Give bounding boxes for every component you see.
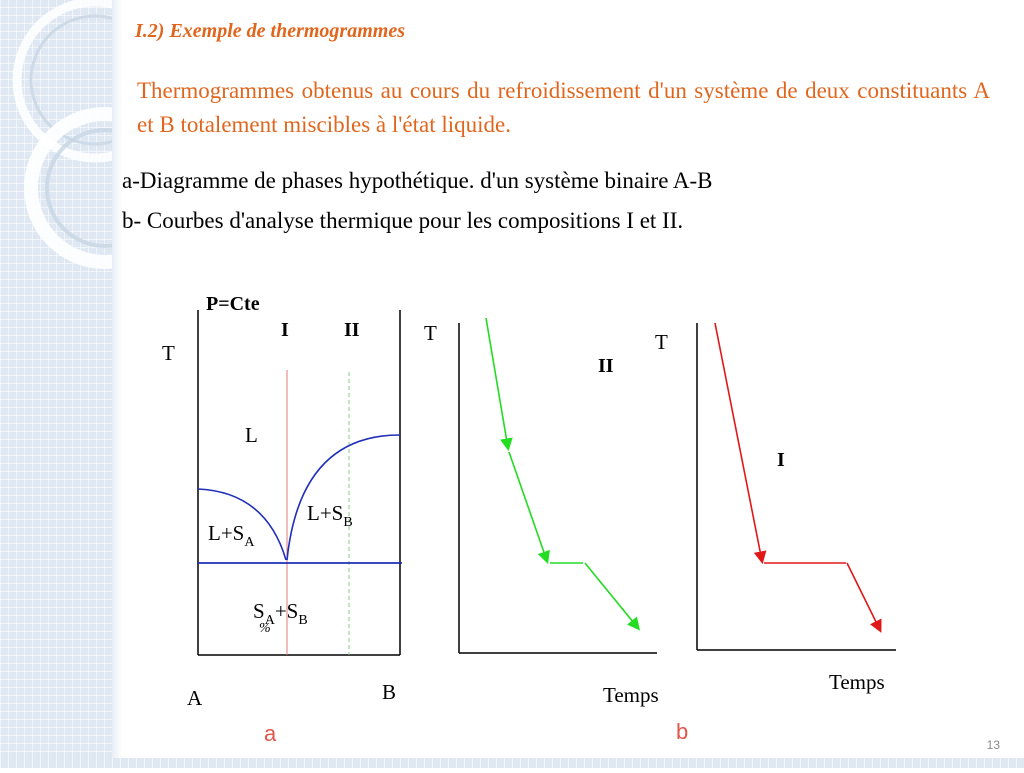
region-liquid: L xyxy=(245,423,258,447)
cooling-curve-I xyxy=(655,323,896,744)
region-solids-sub-b: B xyxy=(298,613,308,628)
item-b-text: b- Courbes d'analyse thermique pour les compositions I et II. xyxy=(122,208,684,233)
panel-a-label: a xyxy=(264,721,277,746)
composition-I-label: I xyxy=(281,319,289,341)
region-liquid-solid-a xyxy=(208,521,255,550)
component-a-label: A xyxy=(187,686,203,710)
region-liquid-solid-b xyxy=(307,501,353,530)
phase-t-axis-label: T xyxy=(162,341,175,365)
phase-diagram xyxy=(162,293,402,746)
pressure-label: P=Cte xyxy=(206,293,260,315)
curve-I-t-label: T xyxy=(655,330,668,354)
curve-II-time-label: Temps xyxy=(603,683,659,707)
cooling-curve-II xyxy=(424,318,659,707)
curve-I-segment-2 xyxy=(847,563,880,630)
page-number: 13 xyxy=(986,738,1000,752)
curve-II-label: II xyxy=(598,355,614,377)
curve-II-segment-3 xyxy=(585,563,638,628)
item-a-text: a-Diagramme de phases hypothétique. d'un système binaire A-B xyxy=(122,168,713,193)
intro-text: Thermogrammes obtenus au cours du refroidissement d'un système de deux constituants A et B totalement miscibles à l'état liquide. xyxy=(137,78,990,137)
region-solids-mark: % xyxy=(259,621,271,636)
region-liquid-solid-b-text: L+S xyxy=(307,501,344,525)
region-liquid-solid-a-text: L+S xyxy=(208,521,245,545)
curve-I-label: I xyxy=(777,449,785,471)
region-liquid-solid-b-sub: B xyxy=(343,515,353,530)
slide-title: I.2) Exemple de thermogrammes xyxy=(135,20,405,42)
region-solids-sub-a: A xyxy=(264,613,275,628)
curve-II-segment-2 xyxy=(509,452,547,561)
curve-II-segment-1 xyxy=(486,318,508,448)
region-solids-plus: +S xyxy=(274,599,299,623)
curve-II-t-label: T xyxy=(424,321,437,345)
liquidus-b xyxy=(287,435,400,560)
panel-b-label: b xyxy=(676,719,689,744)
composition-II-label: II xyxy=(344,319,360,341)
region-solids-s: S xyxy=(253,599,265,623)
component-b-label: B xyxy=(382,680,397,704)
curve-I-time-label: Temps xyxy=(829,670,885,694)
curve-I-segment-1 xyxy=(715,323,762,561)
region-liquid-solid-a-sub: A xyxy=(244,535,255,550)
